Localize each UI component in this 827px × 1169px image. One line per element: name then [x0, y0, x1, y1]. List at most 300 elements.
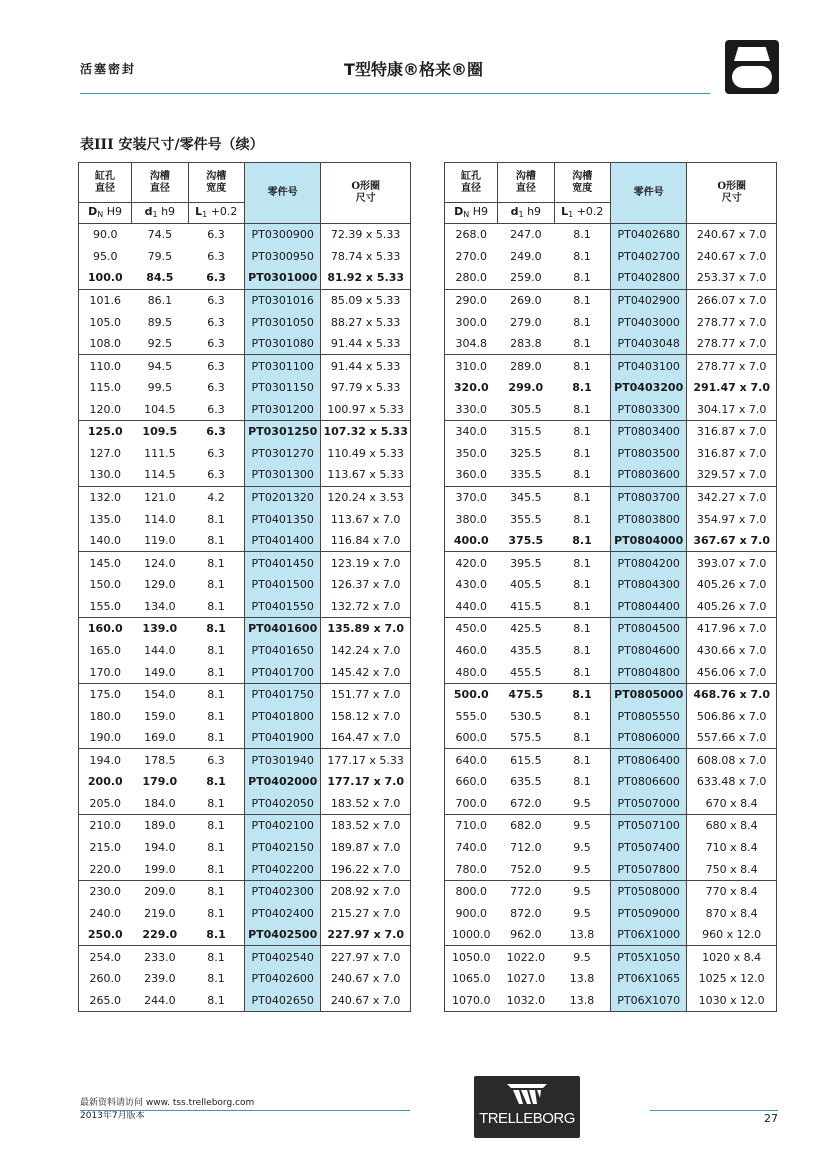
groove-width-cell: 8.1	[573, 446, 591, 460]
groove-width-cell: 8.1	[207, 599, 225, 613]
table-row	[79, 771, 411, 793]
groove-diameter-cell: 425.5	[498, 618, 554, 640]
table-row	[445, 399, 777, 421]
groove-diameter-cell: 375.5	[508, 534, 544, 548]
bore-diameter-cell: 1065.0	[452, 972, 491, 986]
part-number-cell: PT0402700	[610, 245, 686, 267]
groove-diameter-cell: 712.0	[510, 840, 542, 854]
groove-width-cell: 8.1	[207, 840, 225, 854]
bore-diameter-cell: 440.0	[455, 599, 488, 613]
groove-diameter-header: 沟槽 直径	[498, 163, 554, 203]
oring-size-cell: 81.92 x 5.33	[327, 271, 405, 285]
table-row	[445, 749, 777, 771]
part-number-cell: PT0402800	[610, 267, 686, 289]
part-number-cell: PT0402900	[610, 289, 686, 311]
bore-diameter-cell: 600.0	[455, 731, 488, 745]
footer-divider-right	[650, 1110, 778, 1111]
bore-diameter-cell: 270.0	[455, 249, 488, 263]
bore-diameter-cell: 260.0	[89, 972, 122, 986]
part-number-cell: PT0507800	[610, 858, 686, 880]
groove-width-cell: 8.1	[207, 534, 225, 548]
oring-size-cell: 670 x 8.4	[705, 796, 758, 810]
groove-width-cell: 13.8	[569, 928, 595, 942]
oring-size-cell: 608.08 x 7.0	[687, 749, 777, 771]
part-number-cell: PT0300950	[244, 245, 320, 267]
table-row	[79, 355, 411, 377]
table-row	[445, 574, 777, 596]
groove-diameter-cell: 104.5	[144, 402, 176, 416]
groove-diameter-cell: 179.0	[142, 775, 178, 789]
groove-diameter-cell: 121.0	[132, 486, 188, 508]
bore-diameter-cell: 430.0	[455, 578, 488, 592]
groove-diameter-cell: 149.0	[144, 665, 176, 679]
groove-width-cell: 13.8	[569, 993, 595, 1007]
groove-tolerance-header: $d_1$ h9	[132, 203, 188, 224]
oring-size-cell: 750 x 8.4	[705, 862, 758, 876]
table-row	[445, 245, 777, 267]
groove-diameter-cell: 109.5	[132, 421, 188, 443]
part-number-cell: PT0402600	[244, 968, 320, 990]
bore-diameter-cell: 700.0	[455, 796, 488, 810]
oring-size-cell: 405.26 x 7.0	[696, 578, 767, 592]
groove-diameter-cell: 962.0	[510, 928, 542, 942]
oring-size-cell: 468.76 x 7.0	[687, 683, 777, 705]
table-row	[445, 618, 777, 640]
bore-diameter-cell: 120.0	[89, 402, 122, 416]
groove-diameter-cell: 94.5	[132, 355, 188, 377]
page-title: T型特康®格来®圈	[344, 60, 483, 79]
part-number-header: 零件号	[244, 163, 320, 224]
groove-width-cell: 8.1	[207, 578, 225, 592]
table-row	[445, 421, 777, 443]
groove-width-cell: 8.1	[573, 599, 591, 613]
oring-size-cell: 116.84 x 7.0	[330, 534, 401, 548]
oring-size-cell: 430.66 x 7.0	[696, 643, 767, 657]
part-number-cell: PT0806400	[610, 749, 686, 771]
table-row	[445, 924, 777, 946]
groove-diameter-cell: 194.0	[144, 840, 176, 854]
part-number-cell: PT0804200	[610, 552, 686, 574]
part-number-cell: PT0402650	[244, 990, 320, 1012]
bore-diameter-cell: 165.0	[89, 643, 122, 657]
groove-diameter-header: 沟槽 直径	[132, 163, 188, 203]
bore-diameter-cell: 254.0	[79, 946, 132, 968]
bore-diameter-cell: 900.0	[455, 906, 488, 920]
oring-size-cell: 342.27 x 7.0	[687, 486, 777, 508]
part-number-cell: PT0301200	[244, 399, 320, 421]
part-number-cell: PT0401700	[244, 661, 320, 683]
bore-diameter-cell: 180.0	[89, 709, 122, 723]
oring-size-cell: 253.37 x 7.0	[696, 271, 767, 285]
groove-width-cell: 8.1	[573, 468, 591, 482]
groove-width-cell: 8.1	[206, 928, 226, 942]
groove-diameter-cell: 289.0	[498, 355, 554, 377]
groove-diameter-cell: 259.0	[510, 271, 542, 285]
groove-width-cell: 6.3	[207, 446, 225, 460]
groove-width-cell: 13.8	[569, 972, 595, 986]
part-number-cell: PT0509000	[610, 902, 686, 924]
oring-size-cell: 770 x 8.4	[687, 880, 777, 902]
groove-width-cell: 8.1	[554, 486, 610, 508]
oring-size-cell: 196.22 x 7.0	[330, 862, 401, 876]
groove-diameter-cell: 1027.0	[506, 972, 546, 986]
table-row	[79, 683, 411, 705]
oring-size-cell: 135.89 x 7.0	[321, 618, 411, 640]
oring-size-cell: 91.44 x 5.33	[330, 337, 401, 351]
groove-width-cell: 8.1	[207, 731, 225, 745]
part-number-cell: PT0301080	[244, 333, 320, 355]
table-row	[445, 771, 777, 793]
part-number-cell: PT0301100	[244, 355, 320, 377]
groove-width-cell: 8.1	[573, 709, 591, 723]
part-number-header: 零件号	[610, 163, 686, 224]
dimension-table-left	[78, 162, 411, 1012]
oring-size-cell: 278.77 x 7.0	[696, 337, 767, 351]
oring-size-cell: 189.87 x 7.0	[330, 840, 401, 854]
groove-width-cell: 8.1	[207, 796, 225, 810]
seal-profile-icon	[725, 40, 779, 94]
oring-size-cell: 354.97 x 7.0	[696, 512, 767, 526]
table-row	[79, 464, 411, 486]
bore-diameter-cell: 710.0	[445, 815, 498, 837]
oring-size-cell: 151.77 x 7.0	[321, 683, 411, 705]
groove-width-cell: 8.1	[573, 228, 591, 242]
groove-width-cell: 8.1	[554, 618, 610, 640]
oring-size-cell: 72.39 x 5.33	[330, 228, 401, 242]
bore-diameter-cell: 155.0	[89, 599, 122, 613]
bore-diameter-cell: 105.0	[89, 315, 122, 329]
table-row	[445, 727, 777, 749]
bore-diameter-cell: 780.0	[455, 862, 488, 876]
section-label: 活塞密封	[80, 62, 137, 76]
groove-diameter-cell: 355.5	[510, 512, 542, 526]
bore-diameter-cell: 340.0	[445, 421, 498, 443]
bore-diameter-cell: 110.0	[79, 355, 132, 377]
oring-size-cell: 870 x 8.4	[705, 906, 758, 920]
part-number-cell: PT0403000	[610, 311, 686, 333]
groove-width-cell: 8.1	[573, 731, 591, 745]
oring-size-cell: 960 x 12.0	[702, 928, 762, 942]
table-row	[445, 224, 777, 246]
groove-diameter-cell: 635.5	[510, 775, 542, 789]
groove-diameter-cell: 79.5	[147, 249, 173, 263]
groove-width-cell: 8.1	[573, 578, 591, 592]
table-row	[79, 618, 411, 640]
bore-diameter-cell: 135.0	[89, 512, 122, 526]
table-row	[79, 858, 411, 880]
groove-width-cell: 8.1	[573, 512, 591, 526]
part-number-cell: PT0301940	[244, 749, 320, 771]
bore-diameter-cell: 370.0	[445, 486, 498, 508]
oring-size-cell: 405.26 x 7.0	[696, 599, 767, 613]
groove-diameter-cell: 1022.0	[498, 946, 554, 968]
oring-size-cell: 680 x 8.4	[687, 815, 777, 837]
bore-diameter-cell: 190.0	[89, 731, 122, 745]
groove-width-cell: 8.1	[207, 972, 225, 986]
part-number-cell: PT0401550	[244, 596, 320, 618]
bore-diameter-cell: 555.0	[455, 709, 488, 723]
part-number-cell: PT0803600	[610, 464, 686, 486]
groove-width-cell: 8.1	[573, 315, 591, 329]
oring-size-cell: 132.72 x 7.0	[330, 599, 401, 613]
groove-diameter-cell: 247.0	[510, 228, 542, 242]
oring-size-cell: 215.27 x 7.0	[330, 906, 401, 920]
groove-diameter-cell: 335.5	[510, 468, 542, 482]
table-row	[445, 333, 777, 355]
table-row	[445, 442, 777, 464]
part-number-cell: PT0803500	[610, 442, 686, 464]
bore-diameter-cell: 150.0	[89, 578, 122, 592]
oring-size-cell: 158.12 x 7.0	[330, 709, 401, 723]
groove-diameter-cell: 244.0	[144, 993, 176, 1007]
table-row	[79, 836, 411, 858]
oring-size-cell: 393.07 x 7.0	[687, 552, 777, 574]
groove-diameter-cell: 134.0	[144, 599, 176, 613]
bore-diameter-cell: 160.0	[79, 618, 132, 640]
groove-tolerance-header: $d_1$ h9	[498, 203, 554, 224]
groove-width-cell: 6.3	[207, 249, 225, 263]
oring-size-header: O形圈 尺寸	[321, 163, 411, 224]
part-number-cell: PT0402400	[244, 902, 320, 924]
bore-diameter-cell: 194.0	[79, 749, 132, 771]
groove-width-cell: 8.1	[188, 683, 244, 705]
bore-diameter-cell: 90.0	[93, 228, 118, 242]
oring-size-cell: 107.32 x 5.33	[321, 421, 411, 443]
table-row	[445, 661, 777, 683]
table-row	[79, 245, 411, 267]
table-row	[79, 815, 411, 837]
part-number-cell: PT0804000	[610, 530, 686, 552]
groove-width-cell: 9.5	[573, 840, 591, 854]
table-row	[445, 946, 777, 968]
bore-diameter-cell: 310.0	[445, 355, 498, 377]
bore-diameter-cell: 640.0	[445, 749, 498, 771]
table-row	[445, 902, 777, 924]
groove-diameter-cell: 305.5	[510, 402, 542, 416]
part-number-cell: PT05X1050	[610, 946, 686, 968]
part-number-cell: PT0403048	[610, 333, 686, 355]
oring-size-cell: 278.77 x 7.0	[687, 355, 777, 377]
part-number-cell: PT0402500	[244, 924, 320, 946]
table-row	[79, 267, 411, 289]
groove-width-cell: 8.1	[572, 534, 592, 548]
groove-diameter-cell: 178.5	[132, 749, 188, 771]
groove-width-header: 沟槽 宽度	[188, 163, 244, 203]
groove-diameter-cell: 345.5	[498, 486, 554, 508]
table-row	[445, 683, 777, 705]
groove-diameter-cell: 475.5	[498, 683, 554, 705]
groove-width-cell: 8.1	[207, 993, 225, 1007]
table-row	[79, 749, 411, 771]
groove-width-cell: 8.1	[573, 402, 591, 416]
groove-diameter-cell: 114.0	[144, 512, 176, 526]
oring-size-cell: 710 x 8.4	[705, 840, 758, 854]
part-number-cell: PT0301150	[244, 377, 320, 399]
bore-diameter-cell: 250.0	[87, 928, 123, 942]
table-row	[79, 924, 411, 946]
table-row	[79, 946, 411, 968]
table-row	[445, 464, 777, 486]
bore-diameter-cell: 230.0	[79, 880, 132, 902]
bore-diameter-cell: 132.0	[79, 486, 132, 508]
oring-size-cell: 329.57 x 7.0	[696, 468, 767, 482]
groove-diameter-cell: 159.0	[144, 709, 176, 723]
oring-size-cell: 367.67 x 7.0	[693, 534, 771, 548]
table-row	[445, 508, 777, 530]
table-row	[445, 639, 777, 661]
groove-diameter-cell: 405.5	[510, 578, 542, 592]
oring-size-cell: 85.09 x 5.33	[321, 289, 411, 311]
groove-width-cell: 8.1	[188, 946, 244, 968]
groove-diameter-cell: 169.0	[144, 731, 176, 745]
oring-size-cell: 266.07 x 7.0	[687, 289, 777, 311]
part-number-cell: PT0402000	[244, 771, 320, 793]
bore-diameter-cell: 1050.0	[445, 946, 498, 968]
bore-diameter-header: 缸孔 直径	[445, 163, 498, 203]
table-row	[445, 267, 777, 289]
table-row	[79, 486, 411, 508]
groove-width-cell: 8.1	[554, 289, 610, 311]
groove-diameter-cell: 299.0	[508, 381, 544, 395]
groove-width-cell: 8.1	[188, 618, 244, 640]
bore-diameter-cell: 400.0	[453, 534, 489, 548]
groove-width-cell: 9.5	[573, 906, 591, 920]
table-row	[79, 399, 411, 421]
part-number-cell: PT0401600	[244, 618, 320, 640]
bore-diameter-cell: 115.0	[89, 381, 122, 395]
part-number-cell: PT0401400	[244, 530, 320, 552]
groove-diameter-cell: 315.5	[498, 421, 554, 443]
groove-diameter-cell: 139.0	[132, 618, 188, 640]
groove-diameter-cell: 119.0	[144, 534, 176, 548]
trelleborg-logo-icon	[507, 1084, 547, 1106]
part-number-cell: PT0508000	[610, 880, 686, 902]
groove-width-cell: 8.1	[554, 421, 610, 443]
bore-diameter-cell: 330.0	[455, 402, 488, 416]
table-title: 表III 安装尺寸/零件号（续）	[80, 137, 264, 153]
groove-width-cell: 8.1	[573, 271, 591, 285]
part-number-cell: PT0301300	[244, 464, 320, 486]
groove-width-cell: 8.1	[554, 355, 610, 377]
bore-diameter-cell: 125.0	[79, 421, 132, 443]
groove-width-cell: 6.3	[207, 337, 225, 351]
part-number-cell: PT0402540	[244, 946, 320, 968]
groove-width-header: 沟槽 宽度	[554, 163, 610, 203]
part-number-cell: PT0803800	[610, 508, 686, 530]
groove-diameter-cell: 325.5	[510, 446, 542, 460]
table-row	[79, 224, 411, 246]
part-number-cell: PT0402200	[244, 858, 320, 880]
bore-diameter-cell: 101.6	[79, 289, 132, 311]
bore-diameter-cell: 108.0	[89, 337, 122, 351]
part-number-cell: PT0803300	[610, 399, 686, 421]
groove-width-cell: 9.5	[573, 862, 591, 876]
footer-website: 最新资料请访问 www. tss.trelleborg.com	[80, 1098, 255, 1108]
part-number-cell: PT0507000	[610, 793, 686, 815]
groove-width-cell: 8.1	[573, 643, 591, 657]
groove-diameter-cell: 269.0	[498, 289, 554, 311]
oring-size-cell: 304.17 x 7.0	[696, 402, 767, 416]
table-row	[445, 968, 777, 990]
bore-diameter-cell: 304.8	[455, 337, 488, 351]
table-row	[445, 530, 777, 552]
groove-diameter-cell: 672.0	[510, 796, 542, 810]
table-row	[79, 377, 411, 399]
groove-diameter-cell: 99.5	[147, 381, 173, 395]
oring-size-cell: 456.06 x 7.0	[696, 665, 767, 679]
table-row	[445, 289, 777, 311]
table-row	[79, 990, 411, 1012]
oring-size-cell: 164.47 x 7.0	[330, 731, 401, 745]
part-number-cell: PT0804500	[610, 618, 686, 640]
table-row	[79, 311, 411, 333]
part-number-cell: PT0804300	[610, 574, 686, 596]
width-tolerance-header: $L_1 +0.2$	[188, 203, 244, 224]
part-number-cell: PT0402680	[610, 224, 686, 246]
bore-diameter-cell: 380.0	[455, 512, 488, 526]
oring-size-cell: 142.24 x 7.0	[330, 643, 401, 657]
trelleborg-logo	[474, 1076, 580, 1138]
oring-size-cell: 97.79 x 5.33	[330, 381, 401, 395]
groove-diameter-cell: 279.0	[510, 315, 542, 329]
oring-size-cell: 633.48 x 7.0	[696, 775, 767, 789]
groove-width-cell: 8.1	[207, 643, 225, 657]
groove-diameter-cell: 682.0	[498, 815, 554, 837]
table-row	[79, 596, 411, 618]
groove-diameter-cell: 89.5	[147, 315, 173, 329]
part-number-cell: PT0201320	[244, 486, 320, 508]
groove-diameter-cell: 239.0	[144, 972, 176, 986]
table-row	[445, 815, 777, 837]
groove-width-cell: 6.3	[188, 289, 244, 311]
table-row	[445, 990, 777, 1012]
bore-diameter-cell: 240.0	[89, 906, 122, 920]
table-row	[79, 552, 411, 574]
groove-diameter-cell: 184.0	[144, 796, 176, 810]
oring-size-cell: 145.42 x 7.0	[330, 665, 401, 679]
groove-width-cell: 9.5	[554, 880, 610, 902]
bore-diameter-cell: 127.0	[89, 446, 122, 460]
bore-diameter-cell: 95.0	[93, 249, 118, 263]
bore-diameter-cell: 800.0	[445, 880, 498, 902]
part-number-cell: PT0401900	[244, 727, 320, 749]
oring-size-cell: 91.44 x 5.33	[321, 355, 411, 377]
dimension-table-right	[444, 162, 777, 1012]
part-number-cell: PT0403100	[610, 355, 686, 377]
bore-diameter-cell: 360.0	[455, 468, 488, 482]
groove-diameter-cell: 129.0	[144, 578, 176, 592]
groove-width-cell: 6.3	[207, 228, 225, 242]
table-row	[79, 705, 411, 727]
part-number-cell: PT0805000	[610, 683, 686, 705]
groove-width-cell: 8.1	[572, 381, 592, 395]
part-number-cell: PT0804600	[610, 639, 686, 661]
bore-diameter-cell: 420.0	[445, 552, 498, 574]
part-number-cell: PT0806000	[610, 727, 686, 749]
table-row	[79, 421, 411, 443]
groove-width-cell: 8.1	[554, 683, 610, 705]
bore-diameter-cell: 280.0	[455, 271, 488, 285]
part-number-cell: PT06X1065	[610, 968, 686, 990]
oring-size-cell: 88.27 x 5.33	[330, 315, 401, 329]
bore-diameter-cell: 200.0	[87, 775, 123, 789]
part-number-cell: PT0804800	[610, 661, 686, 683]
table-row	[445, 793, 777, 815]
table-row	[79, 530, 411, 552]
part-number-cell: PT0507100	[610, 815, 686, 837]
groove-width-cell: 8.1	[573, 249, 591, 263]
bore-diameter-cell: 220.0	[89, 862, 122, 876]
